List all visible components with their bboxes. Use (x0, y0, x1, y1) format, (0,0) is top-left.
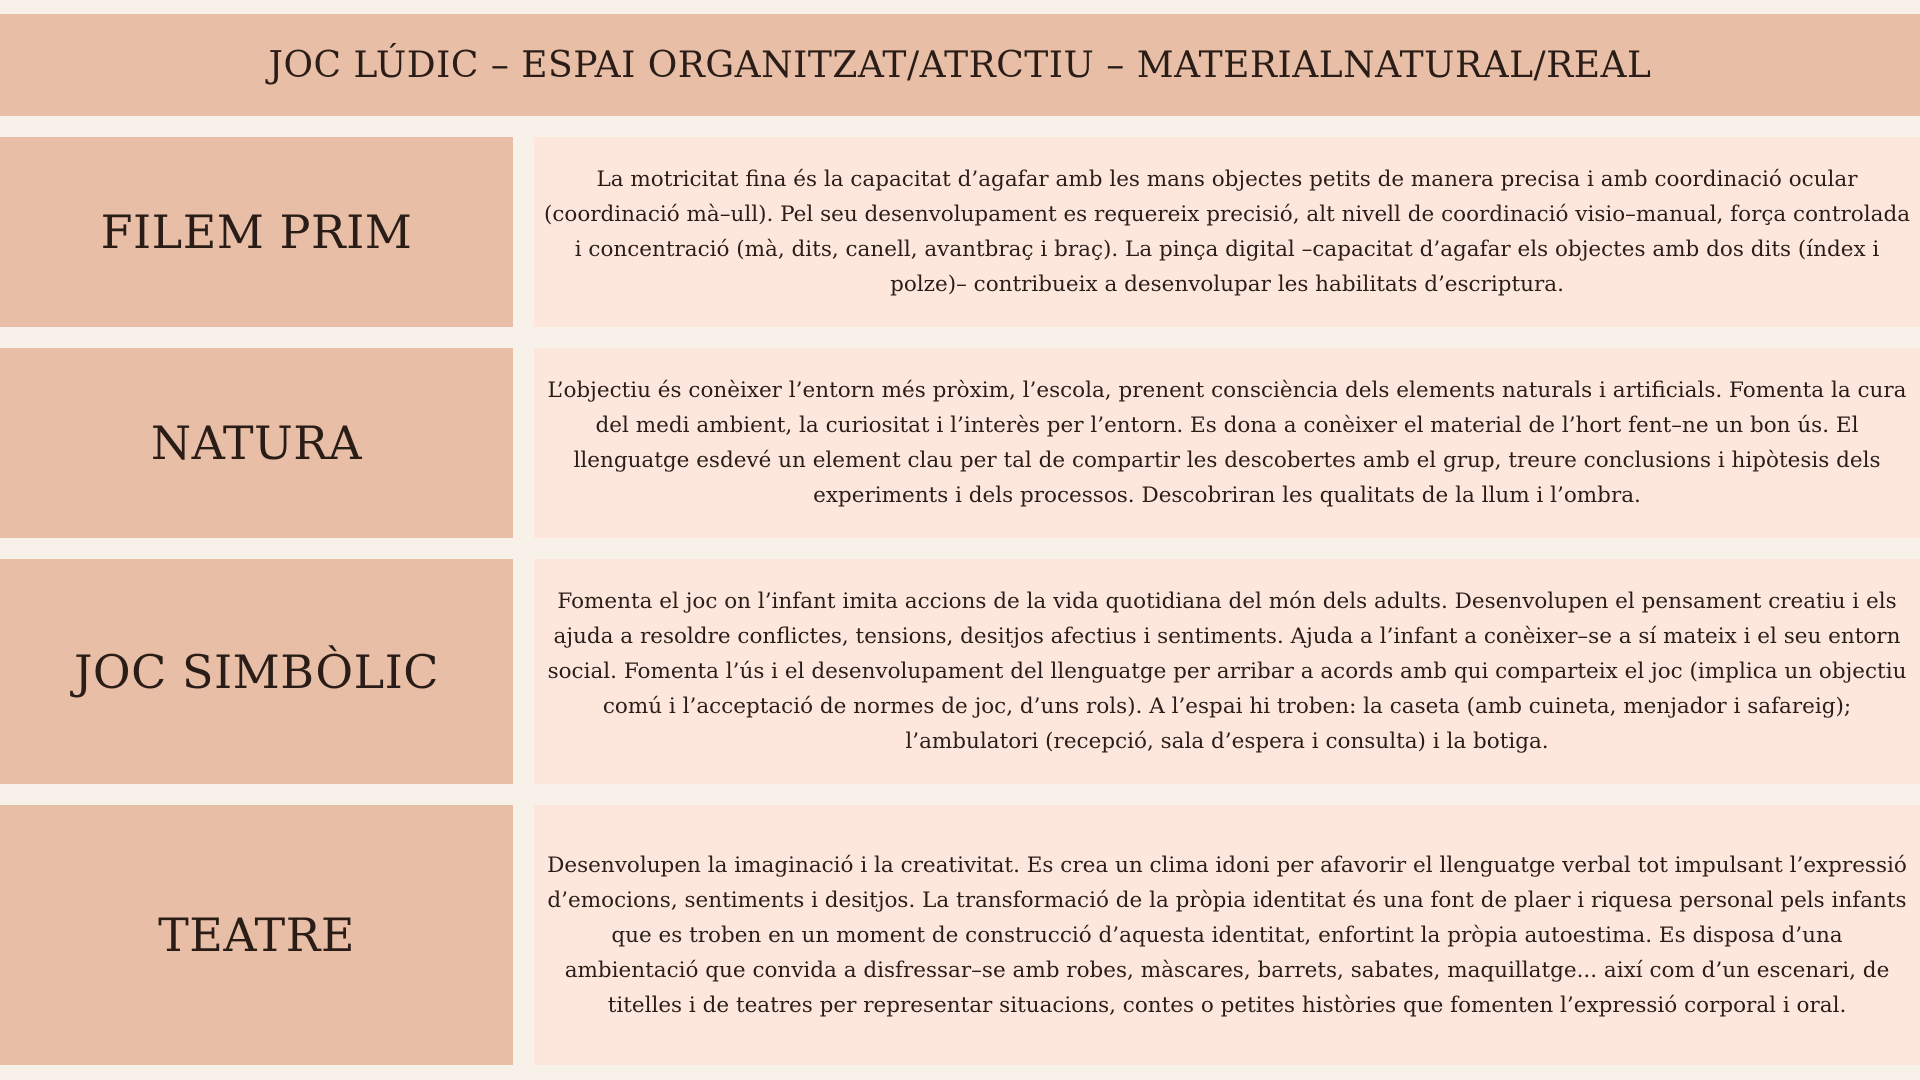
section-label-box (0, 559, 513, 784)
section-title-joc-simbolic: JOC SIMBÒLIC (73, 644, 440, 699)
page-header (0, 14, 1920, 116)
section-label-box (0, 348, 513, 538)
section-description-natura: L’objectiu és conèixer l’entorn més pròxim, l’escola, prenent consciència dels elements naturals i artificials. Fomenta la cura del medi ambient, la curiositat i l’interès per l’entorn. Es dona a conèixer el material de l’hort fent–ne un bon ús. El llenguatge esdevé un element clau per tal de compartir les descobertes amb el grup, treure conclusions i hipòtesis dels experiments i dels processos. Descobriran les qualitats de la llum i l’ombra. (547, 378, 1907, 508)
section-label-box (0, 137, 513, 327)
section-description-teatre: Desenvolupen la imaginació i la creativitat. Es crea un clima idoni per afavorir el llenguatge verbal tot impulsant l’expressió d’emocions, sentiments i desitjos. La transformació de la pròpia identitat és una font de plaer i riquesa personal pels infants que es troben en un moment de construcció d’aquesta identitat, enfortint la pròpia autoestima. Es disposa d’una ambientació que convida a disfressar–se amb robes, màscares, barrets, sabates, maquillatge... així com d’un escenari, de titelles i de teatres per representar situacions, contes o petites històries que fomenten l’expressió corporal i oral. (547, 852, 1907, 1018)
section-description-joc-simbolic: Fomenta el joc on l’infant imita accions de la vida quotidiana del món dels adults. Desenvolupen el pensament creatiu i els ajuda a resoldre conflictes, tensions, desitjos afectius i sentiments. Ajuda a l’infant a conèixer–se a sí mateix i el seu entorn social. Fomenta l’ús i el desenvolupament del llenguatge per arribar a acords amb qui comparteix el joc (implica un objectiu comú i l’acceptació de normes de joc, d’uns rols). A l’espai hi troben: la caseta (amb cuineta, menjador i safareig); l’ambulatori (recepció, sala d’espera i consulta) i la botiga. (547, 589, 1907, 754)
section-description-box (534, 137, 1920, 327)
section-row-teatre (0, 805, 1920, 1065)
section-description-box (534, 348, 1920, 538)
section-description-box (534, 559, 1920, 784)
page-title: JOC LÚDIC – ESPAI ORGANITZAT/ATRCTIU – MATERIALNATURAL/REAL (268, 44, 1652, 86)
section-description-box (534, 805, 1920, 1065)
section-row-joc-simbolic (0, 559, 1920, 784)
section-title-teatre: TEATRE (158, 908, 355, 962)
section-row-natura (0, 348, 1920, 538)
section-title-filem-prim: FILEM PRIM (100, 205, 413, 259)
section-description-filem-prim: La motricitat fina és la capacitat d’agafar amb les mans objectes petits de manera precisa i amb coordinació ocular (coordinació mà–ull). Pel seu desenvolupament es requereix precisió, alt nivell de coordinació visio–manual, força controlada i concentració (mà, dits, canell, avantbraç i braç). La pinça digital –capacitat d’agafar els objectes amb dos dits (índex i polze)– contribueix a desenvolupar les habilitats d’escriptura. (543, 167, 1911, 297)
section-row-filem-prim (0, 137, 1920, 327)
section-label-box (0, 805, 513, 1065)
section-title-natura: NATURA (150, 416, 363, 470)
